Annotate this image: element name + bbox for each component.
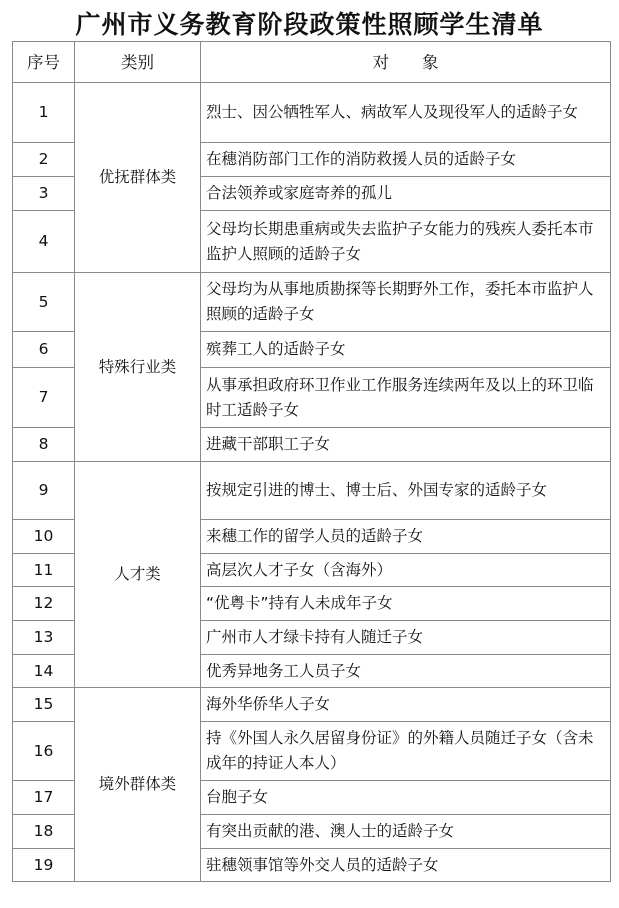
row-number: 18 bbox=[13, 815, 75, 849]
row-number: 8 bbox=[13, 428, 75, 462]
table-row bbox=[13, 462, 611, 520]
row-number: 15 bbox=[13, 688, 75, 722]
row-number: 2 bbox=[13, 143, 75, 177]
category-cell: 境外群体类 bbox=[75, 688, 201, 882]
header-target: 对 象 bbox=[201, 42, 611, 83]
row-number: 5 bbox=[13, 273, 75, 332]
row-number: 1 bbox=[13, 83, 75, 143]
target-cell: 优秀异地务工人员子女 bbox=[201, 655, 611, 688]
table-row bbox=[13, 273, 611, 332]
target-cell: 烈士、因公牺牲军人、病故军人及现役军人的适龄子女 bbox=[201, 83, 611, 143]
target-cell: “优粤卡”持有人未成年子女 bbox=[201, 587, 611, 621]
target-cell: 台胞子女 bbox=[201, 781, 611, 815]
row-number: 11 bbox=[13, 554, 75, 587]
target-cell: 从事承担政府环卫作业工作服务连续两年及以上的环卫临时工适龄子女 bbox=[201, 368, 611, 428]
row-number: 17 bbox=[13, 781, 75, 815]
target-cell: 父母均为从事地质勘探等长期野外工作，委托本市监护人照顾的适龄子女 bbox=[201, 273, 611, 332]
target-cell: 广州市人才绿卡持有人随迁子女 bbox=[201, 621, 611, 655]
target-cell: 驻穗领事馆等外交人员的适龄子女 bbox=[201, 849, 611, 882]
row-number: 9 bbox=[13, 462, 75, 520]
row-number: 3 bbox=[13, 177, 75, 211]
row-number: 7 bbox=[13, 368, 75, 428]
policy-table bbox=[12, 41, 611, 882]
target-cell: 按规定引进的博士、博士后、外国专家的适龄子女 bbox=[201, 462, 611, 520]
row-number: 19 bbox=[13, 849, 75, 882]
category-cell: 人才类 bbox=[75, 462, 201, 688]
target-cell: 殡葬工人的适龄子女 bbox=[201, 332, 611, 368]
target-cell: 合法领养或家庭寄养的孤儿 bbox=[201, 177, 611, 211]
row-number: 10 bbox=[13, 520, 75, 554]
target-cell: 高层次人才子女（含海外） bbox=[201, 554, 611, 587]
header-category: 类别 bbox=[75, 42, 201, 83]
row-number: 16 bbox=[13, 722, 75, 781]
target-cell: 来穗工作的留学人员的适龄子女 bbox=[201, 520, 611, 554]
table-row bbox=[13, 688, 611, 722]
page-title: 广州市义务教育阶段政策性照顾学生清单 bbox=[75, 10, 544, 39]
row-number: 6 bbox=[13, 332, 75, 368]
target-cell: 有突出贡献的港、澳人士的适龄子女 bbox=[201, 815, 611, 849]
row-number: 12 bbox=[13, 587, 75, 621]
table-row bbox=[13, 83, 611, 143]
header-row bbox=[13, 42, 611, 83]
category-cell: 优抚群体类 bbox=[75, 83, 201, 273]
row-number: 13 bbox=[13, 621, 75, 655]
target-cell: 持《外国人永久居留身份证》的外籍人员随迁子女（含未成年的持证人本人） bbox=[201, 722, 611, 781]
target-cell: 在穗消防部门工作的消防救援人员的适龄子女 bbox=[201, 143, 611, 177]
target-cell: 进藏干部职工子女 bbox=[201, 428, 611, 462]
header-num: 序号 bbox=[13, 42, 75, 83]
target-cell: 父母均长期患重病或失去监护子女能力的残疾人委托本市监护人照顾的适龄子女 bbox=[201, 211, 611, 273]
row-number: 4 bbox=[13, 211, 75, 273]
target-cell: 海外华侨华人子女 bbox=[201, 688, 611, 722]
row-number: 14 bbox=[13, 655, 75, 688]
category-cell: 特殊行业类 bbox=[75, 273, 201, 462]
